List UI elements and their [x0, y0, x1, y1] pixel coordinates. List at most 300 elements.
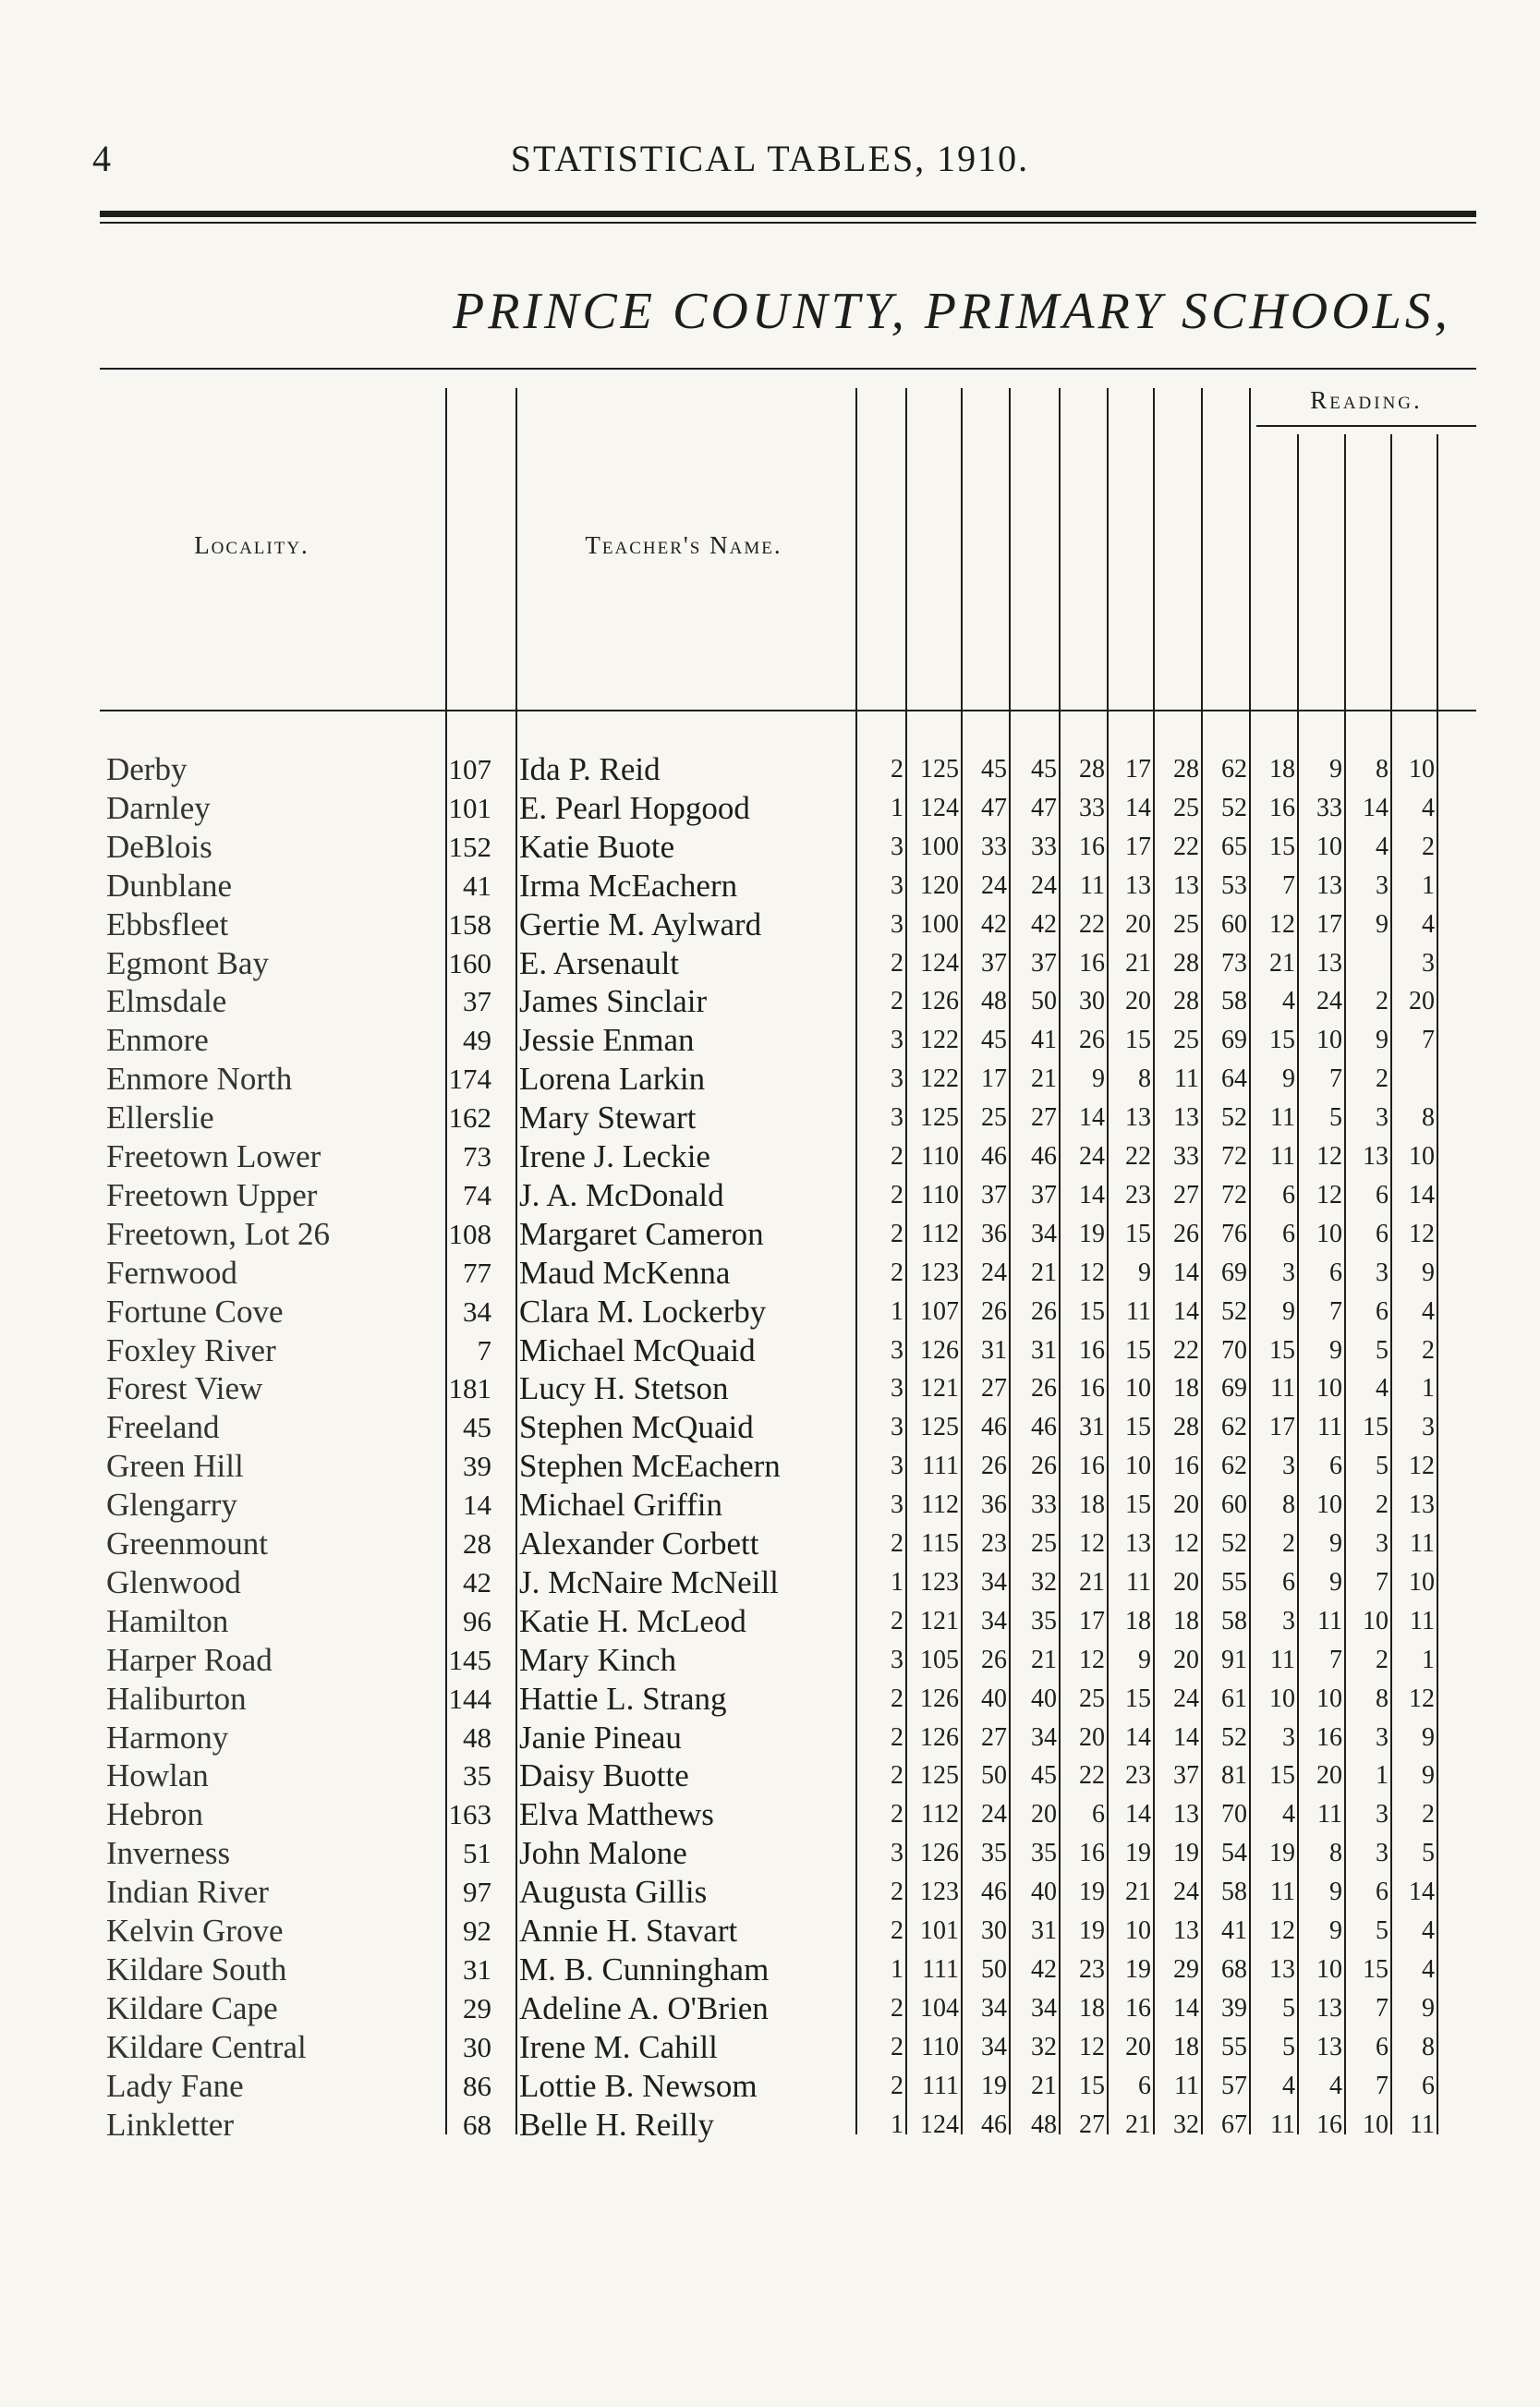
teacher-class-cell: 1	[891, 1567, 903, 1597]
days-taught-cell: 101	[920, 1916, 959, 1945]
table-row	[0, 789, 1540, 828]
pupils-district-cell: 40	[981, 1684, 1007, 1713]
locality-cell: Haliburton	[106, 1680, 247, 1717]
books-2-3-cell: 8	[1329, 1839, 1342, 1868]
books-2-3-cell: 17	[1316, 909, 1342, 939]
pct-attendance-cell: 55	[1221, 2032, 1247, 2061]
book-5-cell: 10	[1409, 755, 1435, 784]
pct-attendance-cell: 70	[1221, 1335, 1247, 1365]
teacher-class-cell: 2	[891, 948, 903, 978]
table-row	[0, 1176, 1540, 1215]
district-number-cell: 162	[448, 1101, 491, 1135]
teacher-class-cell: 3	[891, 870, 903, 900]
book-5-cell: 9	[1422, 1993, 1435, 2023]
pupils-enrolled-cell: 41	[1031, 1026, 1057, 1055]
pupils-enrolled-cell: 33	[1031, 1490, 1057, 1520]
avg-attendance-cell: 37	[1173, 1761, 1199, 1791]
primer-cell: 11	[1270, 1374, 1295, 1404]
pupils-district-cell: 25	[981, 1103, 1007, 1133]
pupils-enrolled-cell: 20	[1031, 1800, 1057, 1830]
pct-attendance-cell: 69	[1221, 1258, 1247, 1287]
book-4-cell: 9	[1376, 909, 1388, 939]
pupils-district-cell: 45	[981, 1026, 1007, 1055]
teacher-name-cell: Irene J. Leckie	[519, 1138, 710, 1174]
teacher-class-cell: 2	[891, 1529, 903, 1558]
boys-cell: 16	[1079, 1374, 1105, 1404]
locality-cell: Howlan	[106, 1757, 209, 1794]
avg-attendance-cell: 22	[1173, 1335, 1199, 1365]
primer-cell: 19	[1269, 1839, 1295, 1868]
primer-cell: 5	[1282, 1993, 1295, 2023]
book-5-cell: 11	[1410, 1529, 1435, 1558]
teacher-name-cell: Michael McQuaid	[519, 1331, 756, 1368]
pupils-district-cell: 37	[981, 1180, 1007, 1210]
pct-attendance-cell: 62	[1221, 755, 1247, 784]
pupils-enrolled-cell: 33	[1031, 832, 1057, 861]
pct-attendance-cell: 61	[1221, 1684, 1247, 1713]
pupils-enrolled-cell: 40	[1031, 1684, 1057, 1713]
avg-attendance-cell: 11	[1174, 2071, 1199, 2100]
pupils-district-cell: 24	[981, 1258, 1007, 1287]
boys-cell: 22	[1079, 1761, 1105, 1791]
book-4-cell: 8	[1376, 755, 1388, 784]
book-4-cell: 3	[1376, 1258, 1388, 1287]
pupils-district-cell: 26	[981, 1296, 1007, 1326]
teacher-header: Teacher's Name.	[585, 531, 782, 559]
pct-attendance-cell: 54	[1221, 1839, 1247, 1868]
pct-attendance-cell: 58	[1221, 987, 1247, 1016]
pupils-district-cell: 30	[981, 1916, 1007, 1945]
running-title: STATISTICAL TABLES, 1910.	[510, 138, 1030, 179]
teacher-class-cell: 3	[891, 1103, 903, 1133]
girls-cell: 21	[1125, 948, 1151, 978]
book-4-cell: 14	[1363, 793, 1388, 822]
locality-cell: Derby	[106, 751, 188, 787]
avg-attendance-cell: 24	[1173, 1878, 1199, 1907]
locality-cell: Fortune Cove	[106, 1293, 284, 1330]
teacher-class-cell: 1	[891, 1296, 903, 1326]
primer-cell: 4	[1282, 987, 1295, 1016]
book-5-cell: 6	[1422, 2071, 1435, 2100]
primer-cell: 10	[1269, 1684, 1295, 1713]
teacher-class-cell: 3	[891, 1839, 903, 1868]
books-2-3-cell: 10	[1316, 832, 1342, 861]
days-taught-cell: 110	[921, 1180, 959, 1210]
teacher-name-cell: E. Pearl Hopgood	[519, 789, 750, 826]
avg-attendance-cell: 13	[1173, 870, 1199, 900]
table-row	[0, 1215, 1540, 1254]
girls-cell: 20	[1125, 2032, 1151, 2061]
days-taught-cell: 126	[920, 1684, 959, 1713]
pupils-enrolled-cell: 48	[1031, 2109, 1057, 2139]
pct-attendance-cell: 58	[1221, 1606, 1247, 1635]
days-taught-cell: 126	[920, 987, 959, 1016]
pct-attendance-cell: 73	[1221, 948, 1247, 978]
pupils-enrolled-cell: 26	[1031, 1374, 1057, 1404]
book-5-cell: 5	[1422, 1839, 1435, 1868]
teacher-class-cell: 3	[891, 1026, 903, 1055]
book-4-cell: 2	[1376, 1064, 1388, 1094]
book-5-cell: 10	[1409, 1142, 1435, 1171]
teacher-name-cell: Michael Griffin	[519, 1487, 722, 1524]
locality-cell: Glenwood	[106, 1563, 241, 1600]
pct-attendance-cell: 60	[1221, 1490, 1247, 1520]
pupils-district-cell: 36	[981, 1490, 1007, 1520]
days-taught-cell: 111	[922, 1452, 959, 1481]
district-number-cell: 152	[448, 830, 491, 863]
table-row	[0, 1795, 1540, 1834]
book-5-cell: 4	[1422, 1954, 1435, 1984]
book-5-cell: 2	[1422, 1335, 1435, 1365]
boys-cell: 9	[1092, 1064, 1105, 1094]
book-4-cell: 6	[1376, 1219, 1388, 1248]
avg-attendance-cell: 33	[1173, 1142, 1199, 1171]
book-5-cell: 8	[1422, 2032, 1435, 2061]
pupils-district-cell: 47	[981, 793, 1007, 822]
book-5-cell: 13	[1409, 1490, 1435, 1520]
table-row	[0, 1254, 1540, 1293]
boys-cell: 19	[1079, 1878, 1105, 1907]
days-taught-cell: 123	[920, 1567, 959, 1597]
pct-attendance-cell: 53	[1221, 870, 1247, 900]
locality-cell: Green Hill	[106, 1448, 244, 1485]
avg-attendance-cell: 14	[1173, 1993, 1199, 2023]
pupils-district-cell: 46	[981, 1142, 1007, 1171]
boys-cell: 16	[1079, 1452, 1105, 1481]
teacher-name-cell: Elva Matthews	[519, 1796, 714, 1833]
pupils-enrolled-cell: 26	[1031, 1296, 1057, 1326]
boys-cell: 11	[1080, 870, 1105, 900]
pupils-enrolled-cell: 42	[1031, 1954, 1057, 1984]
pct-attendance-cell: 91	[1221, 1645, 1247, 1674]
pupils-district-cell: 35	[981, 1839, 1007, 1868]
avg-attendance-cell: 11	[1174, 1064, 1199, 1094]
books-2-3-cell: 10	[1316, 1954, 1342, 1984]
teacher-name-cell: J. McNaire McNeill	[519, 1563, 779, 1600]
days-taught-cell: 107	[920, 1296, 959, 1326]
girls-cell: 15	[1125, 1413, 1151, 1442]
pupils-enrolled-cell: 35	[1031, 1839, 1057, 1868]
avg-attendance-cell: 27	[1173, 1180, 1199, 1210]
district-number-cell: 101	[448, 791, 491, 824]
pct-attendance-cell: 60	[1221, 909, 1247, 939]
pupils-enrolled-cell: 34	[1031, 1993, 1057, 2023]
pupils-enrolled-cell: 32	[1031, 2032, 1057, 2061]
pct-attendance-cell: 52	[1221, 1722, 1247, 1752]
book-4-cell: 8	[1376, 1684, 1388, 1713]
girls-cell: 10	[1125, 1452, 1151, 1481]
boys-cell: 25	[1079, 1684, 1105, 1713]
book-5-cell: 2	[1422, 1800, 1435, 1830]
locality-cell: Greenmount	[106, 1526, 268, 1562]
table-row	[0, 828, 1540, 867]
locality-cell: Elmsdale	[106, 983, 227, 1020]
district-number-cell: 41	[463, 869, 491, 902]
pct-attendance-cell: 41	[1221, 1916, 1247, 1945]
boys-cell: 15	[1079, 1296, 1105, 1326]
pupils-district-cell: 27	[981, 1374, 1007, 1404]
table-row	[0, 2106, 1540, 2145]
teacher-class-cell: 1	[891, 1954, 903, 1984]
boys-cell: 24	[1079, 1142, 1105, 1171]
table-row	[0, 1525, 1540, 1563]
book-4-cell: 5	[1376, 1335, 1388, 1365]
district-number-cell: 31	[463, 1952, 491, 1986]
girls-cell: 18	[1125, 1606, 1151, 1635]
book-5-cell: 4	[1422, 909, 1435, 939]
book-5-cell: 9	[1422, 1761, 1435, 1791]
pupils-enrolled-cell: 34	[1031, 1219, 1057, 1248]
teacher-class-cell: 2	[891, 1142, 903, 1171]
teacher-class-cell: 1	[891, 2109, 903, 2139]
teacher-class-cell: 2	[891, 1258, 903, 1287]
girls-cell: 19	[1125, 1954, 1151, 1984]
table-row	[0, 1680, 1540, 1719]
title-rule-thin	[100, 222, 1476, 224]
primer-cell: 5	[1282, 2032, 1295, 2061]
book-4-cell: 6	[1376, 2032, 1388, 2061]
table-row	[0, 906, 1540, 944]
pct-attendance-cell: 72	[1221, 1180, 1247, 1210]
teacher-name-cell: Maud McKenna	[519, 1254, 731, 1291]
primer-cell: 9	[1282, 1296, 1295, 1326]
books-2-3-cell: 10	[1316, 1219, 1342, 1248]
book-4-cell: 6	[1376, 1180, 1388, 1210]
boys-cell: 16	[1079, 832, 1105, 861]
days-taught-cell: 112	[921, 1800, 959, 1830]
days-taught-cell: 126	[920, 1839, 959, 1868]
girls-cell: 19	[1125, 1839, 1151, 1868]
table-row	[0, 1989, 1540, 2028]
pupils-enrolled-cell: 26	[1031, 1452, 1057, 1481]
pct-attendance-cell: 76	[1221, 1219, 1247, 1248]
teacher-name-cell: E. Arsenault	[519, 944, 680, 981]
books-2-3-cell: 12	[1316, 1142, 1342, 1171]
teacher-name-cell: Lorena Larkin	[519, 1061, 706, 1098]
teacher-class-cell: 2	[891, 987, 903, 1016]
teacher-class-cell: 2	[891, 2032, 903, 2061]
book-5-cell: 3	[1422, 1413, 1435, 1442]
primer-cell: 3	[1282, 1606, 1295, 1635]
boys-cell: 16	[1079, 1335, 1105, 1365]
primer-cell: 21	[1269, 948, 1295, 978]
book-5-cell: 20	[1409, 987, 1435, 1016]
books-2-3-cell: 10	[1316, 1490, 1342, 1520]
avg-attendance-cell: 13	[1173, 1103, 1199, 1133]
teacher-class-cell: 2	[891, 1684, 903, 1713]
pupils-district-cell: 50	[981, 1954, 1007, 1984]
district-number-cell: 74	[463, 1178, 491, 1211]
book-4-cell: 7	[1376, 1993, 1388, 2023]
teacher-class-cell: 2	[891, 1761, 903, 1791]
girls-cell: 13	[1125, 1103, 1151, 1133]
district-number-cell: 163	[448, 1798, 491, 1831]
boys-cell: 16	[1079, 1839, 1105, 1868]
books-2-3-cell: 13	[1316, 2032, 1342, 2061]
locality-cell: Foxley River	[106, 1331, 276, 1368]
teacher-name-cell: M. B. Cunningham	[519, 1951, 770, 1988]
girls-cell: 21	[1125, 1878, 1151, 1907]
table-row	[0, 1834, 1540, 1873]
pupils-enrolled-cell: 47	[1031, 793, 1057, 822]
boys-cell: 19	[1079, 1219, 1105, 1248]
book-4-cell: 13	[1363, 1142, 1388, 1171]
primer-cell: 11	[1270, 1103, 1295, 1133]
table-row	[0, 1912, 1540, 1951]
teacher-class-cell: 3	[891, 1490, 903, 1520]
teacher-class-cell: 2	[891, 1606, 903, 1635]
table-row	[0, 1757, 1540, 1795]
district-number-cell: 34	[463, 1295, 491, 1328]
table-row	[0, 1873, 1540, 1912]
district-number-cell: 7	[477, 1333, 491, 1367]
primer-cell: 6	[1282, 1219, 1295, 1248]
teacher-name-cell: Irene M. Cahill	[519, 2028, 718, 2065]
table-row	[0, 1486, 1540, 1525]
table-row	[0, 1369, 1540, 1408]
teacher-class-cell: 2	[891, 1219, 903, 1248]
pupils-district-cell: 24	[981, 1800, 1007, 1830]
locality-cell: Egmont Bay	[106, 944, 269, 981]
books-2-3-cell: 4	[1329, 2071, 1342, 2100]
table-row	[0, 1331, 1540, 1370]
table-row	[0, 2067, 1540, 2106]
book-4-cell: 3	[1376, 1722, 1388, 1752]
books-2-3-cell: 6	[1329, 1452, 1342, 1481]
avg-attendance-cell: 24	[1173, 1684, 1199, 1713]
primer-cell: 15	[1269, 1335, 1295, 1365]
pupils-district-cell: 26	[981, 1452, 1007, 1481]
books-2-3-cell: 11	[1317, 1800, 1342, 1830]
pupils-district-cell: 34	[981, 1993, 1007, 2023]
pupils-district-cell: 45	[981, 755, 1007, 784]
teacher-name-cell: Stephen McEachern	[519, 1448, 781, 1485]
teacher-name-cell: Ida P. Reid	[519, 751, 661, 787]
pupils-district-cell: 34	[981, 1567, 1007, 1597]
locality-cell: Freetown Lower	[106, 1138, 321, 1174]
boys-cell: 18	[1079, 1993, 1105, 2023]
boys-cell: 21	[1079, 1567, 1105, 1597]
book-4-cell: 10	[1363, 1606, 1388, 1635]
teacher-class-cell: 3	[891, 1645, 903, 1674]
girls-cell: 11	[1126, 1567, 1151, 1597]
teacher-name-cell: Adeline A. O'Brien	[519, 1989, 769, 2026]
primer-cell: 6	[1282, 1180, 1295, 1210]
boys-cell: 17	[1079, 1606, 1105, 1635]
girls-cell: 14	[1125, 1800, 1151, 1830]
teacher-class-cell: 3	[891, 1374, 903, 1404]
days-taught-cell: 124	[920, 793, 959, 822]
boys-cell: 18	[1079, 1490, 1105, 1520]
pct-attendance-cell: 67	[1221, 2109, 1247, 2139]
primer-cell: 9	[1282, 1064, 1295, 1094]
locality-cell: Enmore	[106, 1022, 209, 1059]
pct-attendance-cell: 39	[1221, 1993, 1247, 2023]
pct-attendance-cell: 69	[1221, 1026, 1247, 1055]
boys-cell: 12	[1079, 2032, 1105, 2061]
avg-attendance-cell: 28	[1173, 755, 1199, 784]
boys-cell: 14	[1079, 1103, 1105, 1133]
days-taught-cell: 125	[920, 755, 959, 784]
book-4-cell: 3	[1376, 1529, 1388, 1558]
pupils-district-cell: 42	[981, 909, 1007, 939]
boys-cell: 14	[1079, 1180, 1105, 1210]
pupils-district-cell: 36	[981, 1219, 1007, 1248]
avg-attendance-cell: 20	[1173, 1490, 1199, 1520]
boys-cell: 23	[1079, 1954, 1105, 1984]
boys-cell: 20	[1079, 1722, 1105, 1752]
pupils-district-cell: 31	[981, 1335, 1007, 1365]
locality-cell: Lady Fane	[106, 2067, 244, 2104]
books-2-3-cell: 9	[1329, 755, 1342, 784]
boys-cell: 31	[1079, 1413, 1105, 1442]
book-4-cell: 3	[1376, 1103, 1388, 1133]
pct-attendance-cell: 69	[1221, 1374, 1247, 1404]
books-2-3-cell: 10	[1316, 1026, 1342, 1055]
table-row	[0, 1408, 1540, 1447]
girls-cell: 16	[1125, 1993, 1151, 2023]
district-number-cell: 68	[463, 2108, 491, 2141]
days-taught-cell: 112	[921, 1490, 959, 1520]
district-number-cell: 48	[463, 1720, 491, 1754]
table-row	[0, 1447, 1540, 1486]
teacher-name-cell: Jessie Enman	[519, 1022, 695, 1059]
avg-attendance-cell: 28	[1173, 948, 1199, 978]
girls-cell: 20	[1125, 987, 1151, 1016]
book-5-cell: 8	[1422, 1103, 1435, 1133]
teacher-class-cell: 2	[891, 1878, 903, 1907]
pupils-district-cell: 33	[981, 832, 1007, 861]
girls-cell: 22	[1125, 1142, 1151, 1171]
avg-attendance-cell: 13	[1173, 1800, 1199, 1830]
days-taught-cell: 121	[920, 1374, 959, 1404]
pupils-enrolled-cell: 46	[1031, 1413, 1057, 1442]
pupils-enrolled-cell: 21	[1031, 1645, 1057, 1674]
avg-attendance-cell: 14	[1173, 1258, 1199, 1287]
table-row	[0, 867, 1540, 906]
teacher-class-cell: 2	[891, 1916, 903, 1945]
table-row	[0, 1060, 1540, 1099]
book-5-cell: 14	[1409, 1878, 1435, 1907]
primer-cell: 11	[1270, 1645, 1295, 1674]
book-4-cell: 3	[1376, 1800, 1388, 1830]
district-number-cell: 35	[463, 1759, 491, 1793]
district-number-cell: 37	[463, 985, 491, 1018]
district-number-cell: 42	[463, 1565, 491, 1599]
book-5-cell: 7	[1422, 1026, 1435, 1055]
primer-cell: 17	[1269, 1413, 1295, 1442]
table-row	[0, 1951, 1540, 1989]
table-row	[0, 1602, 1540, 1641]
days-taught-cell: 123	[920, 1258, 959, 1287]
pupils-district-cell: 34	[981, 2032, 1007, 2061]
district-number-cell: 145	[448, 1643, 491, 1676]
teacher-class-cell: 2	[891, 1993, 903, 2023]
avg-attendance-cell: 25	[1173, 909, 1199, 939]
days-taught-cell: 126	[920, 1335, 959, 1365]
teacher-name-cell: Janie Pineau	[519, 1719, 682, 1756]
book-5-cell: 3	[1422, 948, 1435, 978]
locality-cell: Indian River	[106, 1874, 269, 1911]
primer-cell: 12	[1269, 909, 1295, 939]
days-taught-cell: 122	[920, 1064, 959, 1094]
pupils-district-cell: 46	[981, 2109, 1007, 2139]
avg-attendance-cell: 25	[1173, 1026, 1199, 1055]
teacher-name-cell: Clara M. Lockerby	[519, 1293, 767, 1330]
book-5-cell: 14	[1409, 1180, 1435, 1210]
pupils-district-cell: 46	[981, 1878, 1007, 1907]
pupils-enrolled-cell: 37	[1031, 948, 1057, 978]
